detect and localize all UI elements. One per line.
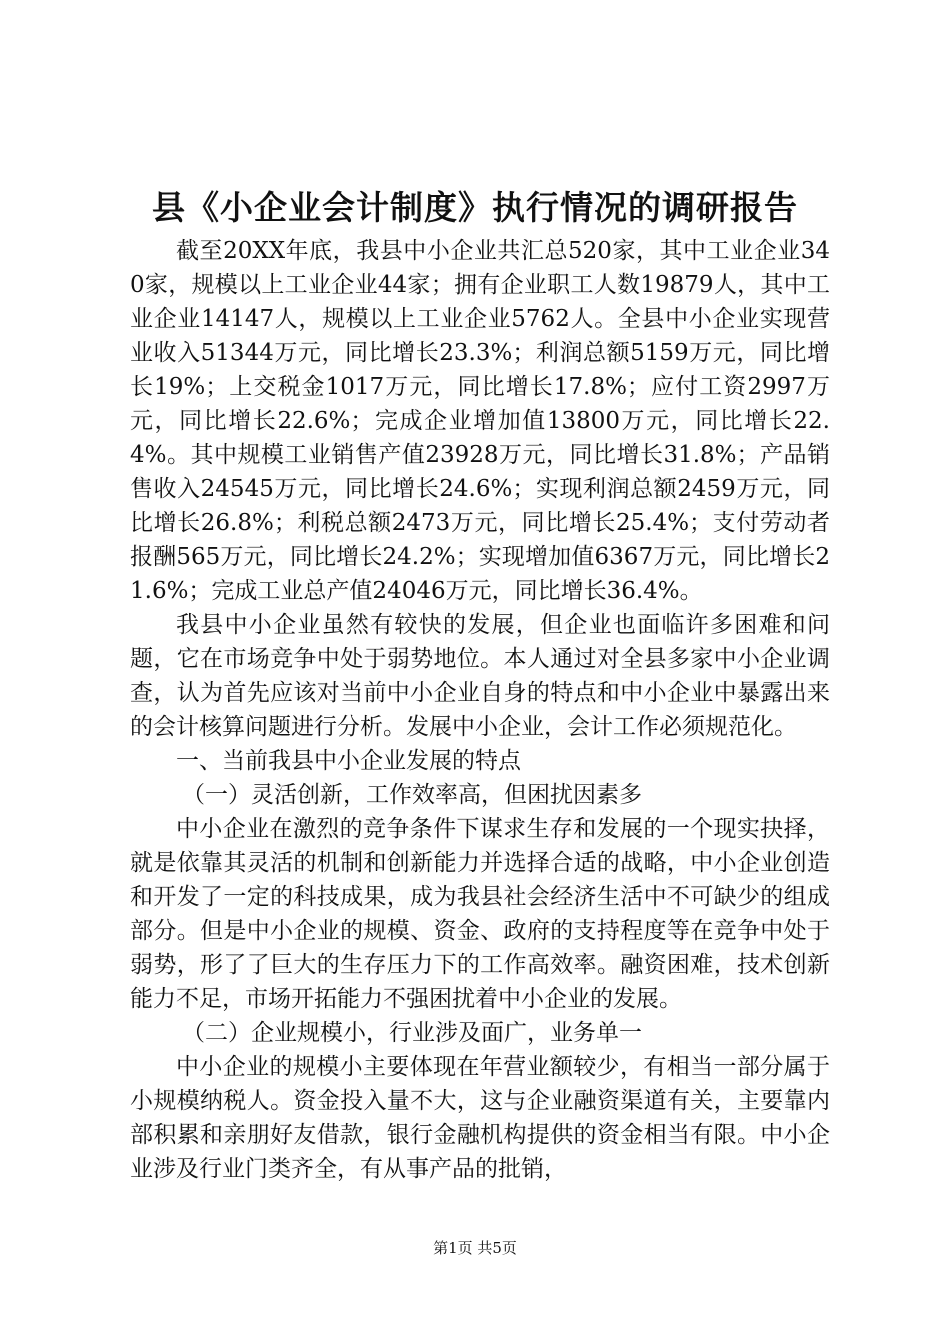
paragraph-statistics: 截至20XX年底，我县中小企业共汇总520家，其中工业企业340家，规模以上工业企业44家；拥有企业职工人数19879人，其中工业企业14147人，规模以上工业企业5762人。全县中小企业实现营业收入51344万元，同比增长23.3%；利润总额5159万元，同比增长19%；上交税金1017万元，同比增长17.8%；应付工资2997万元，同比增长22.6%；完成企业增加值13800万元，同比增长22.4%。其中规模工业销售产值23928万元，同比增长31.8%；产品销售收入24545万元，同比增长24.6%；实现利润总额2459万元，同比增长26.8%；利税总额2473万元，同比增长25.4%；支付劳动者报酬565万元，同比增长24.2%；实现增加值6367万元，同比增长21.6%；完成工业总产值24046万元，同比增长36.4%。 <box>130 238 830 604</box>
document-title: 县《小企业会计制度》执行情况的调研报告 <box>152 188 798 227</box>
section-heading-1: 一、当前我县中小企业发展的特点 <box>176 748 521 774</box>
paragraph-scale: 中小企业的规模小主要体现在年营业额较少，有相当一部分属于小规模纳税人。资金投入量不大，这与企业融资渠道有关，主要靠内部积累和亲朋好友借款，银行金融机构提供的资金相当有限。中小企业涉及行业门类齐全，有从事产品的批销， <box>130 1054 830 1182</box>
paragraph-introduction: 我县中小企业虽然有较快的发展，但企业也面临许多困难和问题，它在市场竞争中处于弱势地位。本人通过对全县多家中小企业调查，认为首先应该对当前中小企业自身的特点和中小企业中暴露出来的会计核算问题进行分析。发展中小企业，会计工作必须规范化。 <box>130 612 830 740</box>
page-number-footer: 第1页 共5页 <box>433 1239 517 1257</box>
subsection-heading-2: （二）企业规模小，行业涉及面广，业务单一 <box>182 1020 642 1046</box>
subsection-heading-1: （一）灵活创新，工作效率高，但困扰因素多 <box>182 782 642 808</box>
paragraph-flexibility: 中小企业在激烈的竞争条件下谋求生存和发展的一个现实抉择，就是依靠其灵活的机制和创新能力并选择合适的战略，中小企业创造和开发了一定的科技成果，成为我县社会经济生活中不可缺少的组成部分。但是中小企业的规模、资金、政府的支持程度等在竞争中处于弱势，形了了巨大的生存压力下的工作高效率。融资困难，技术创新能力不足，市场开拓能力不强困扰着中小企业的发展。 <box>130 816 830 1012</box>
document-body <box>130 234 830 1186</box>
